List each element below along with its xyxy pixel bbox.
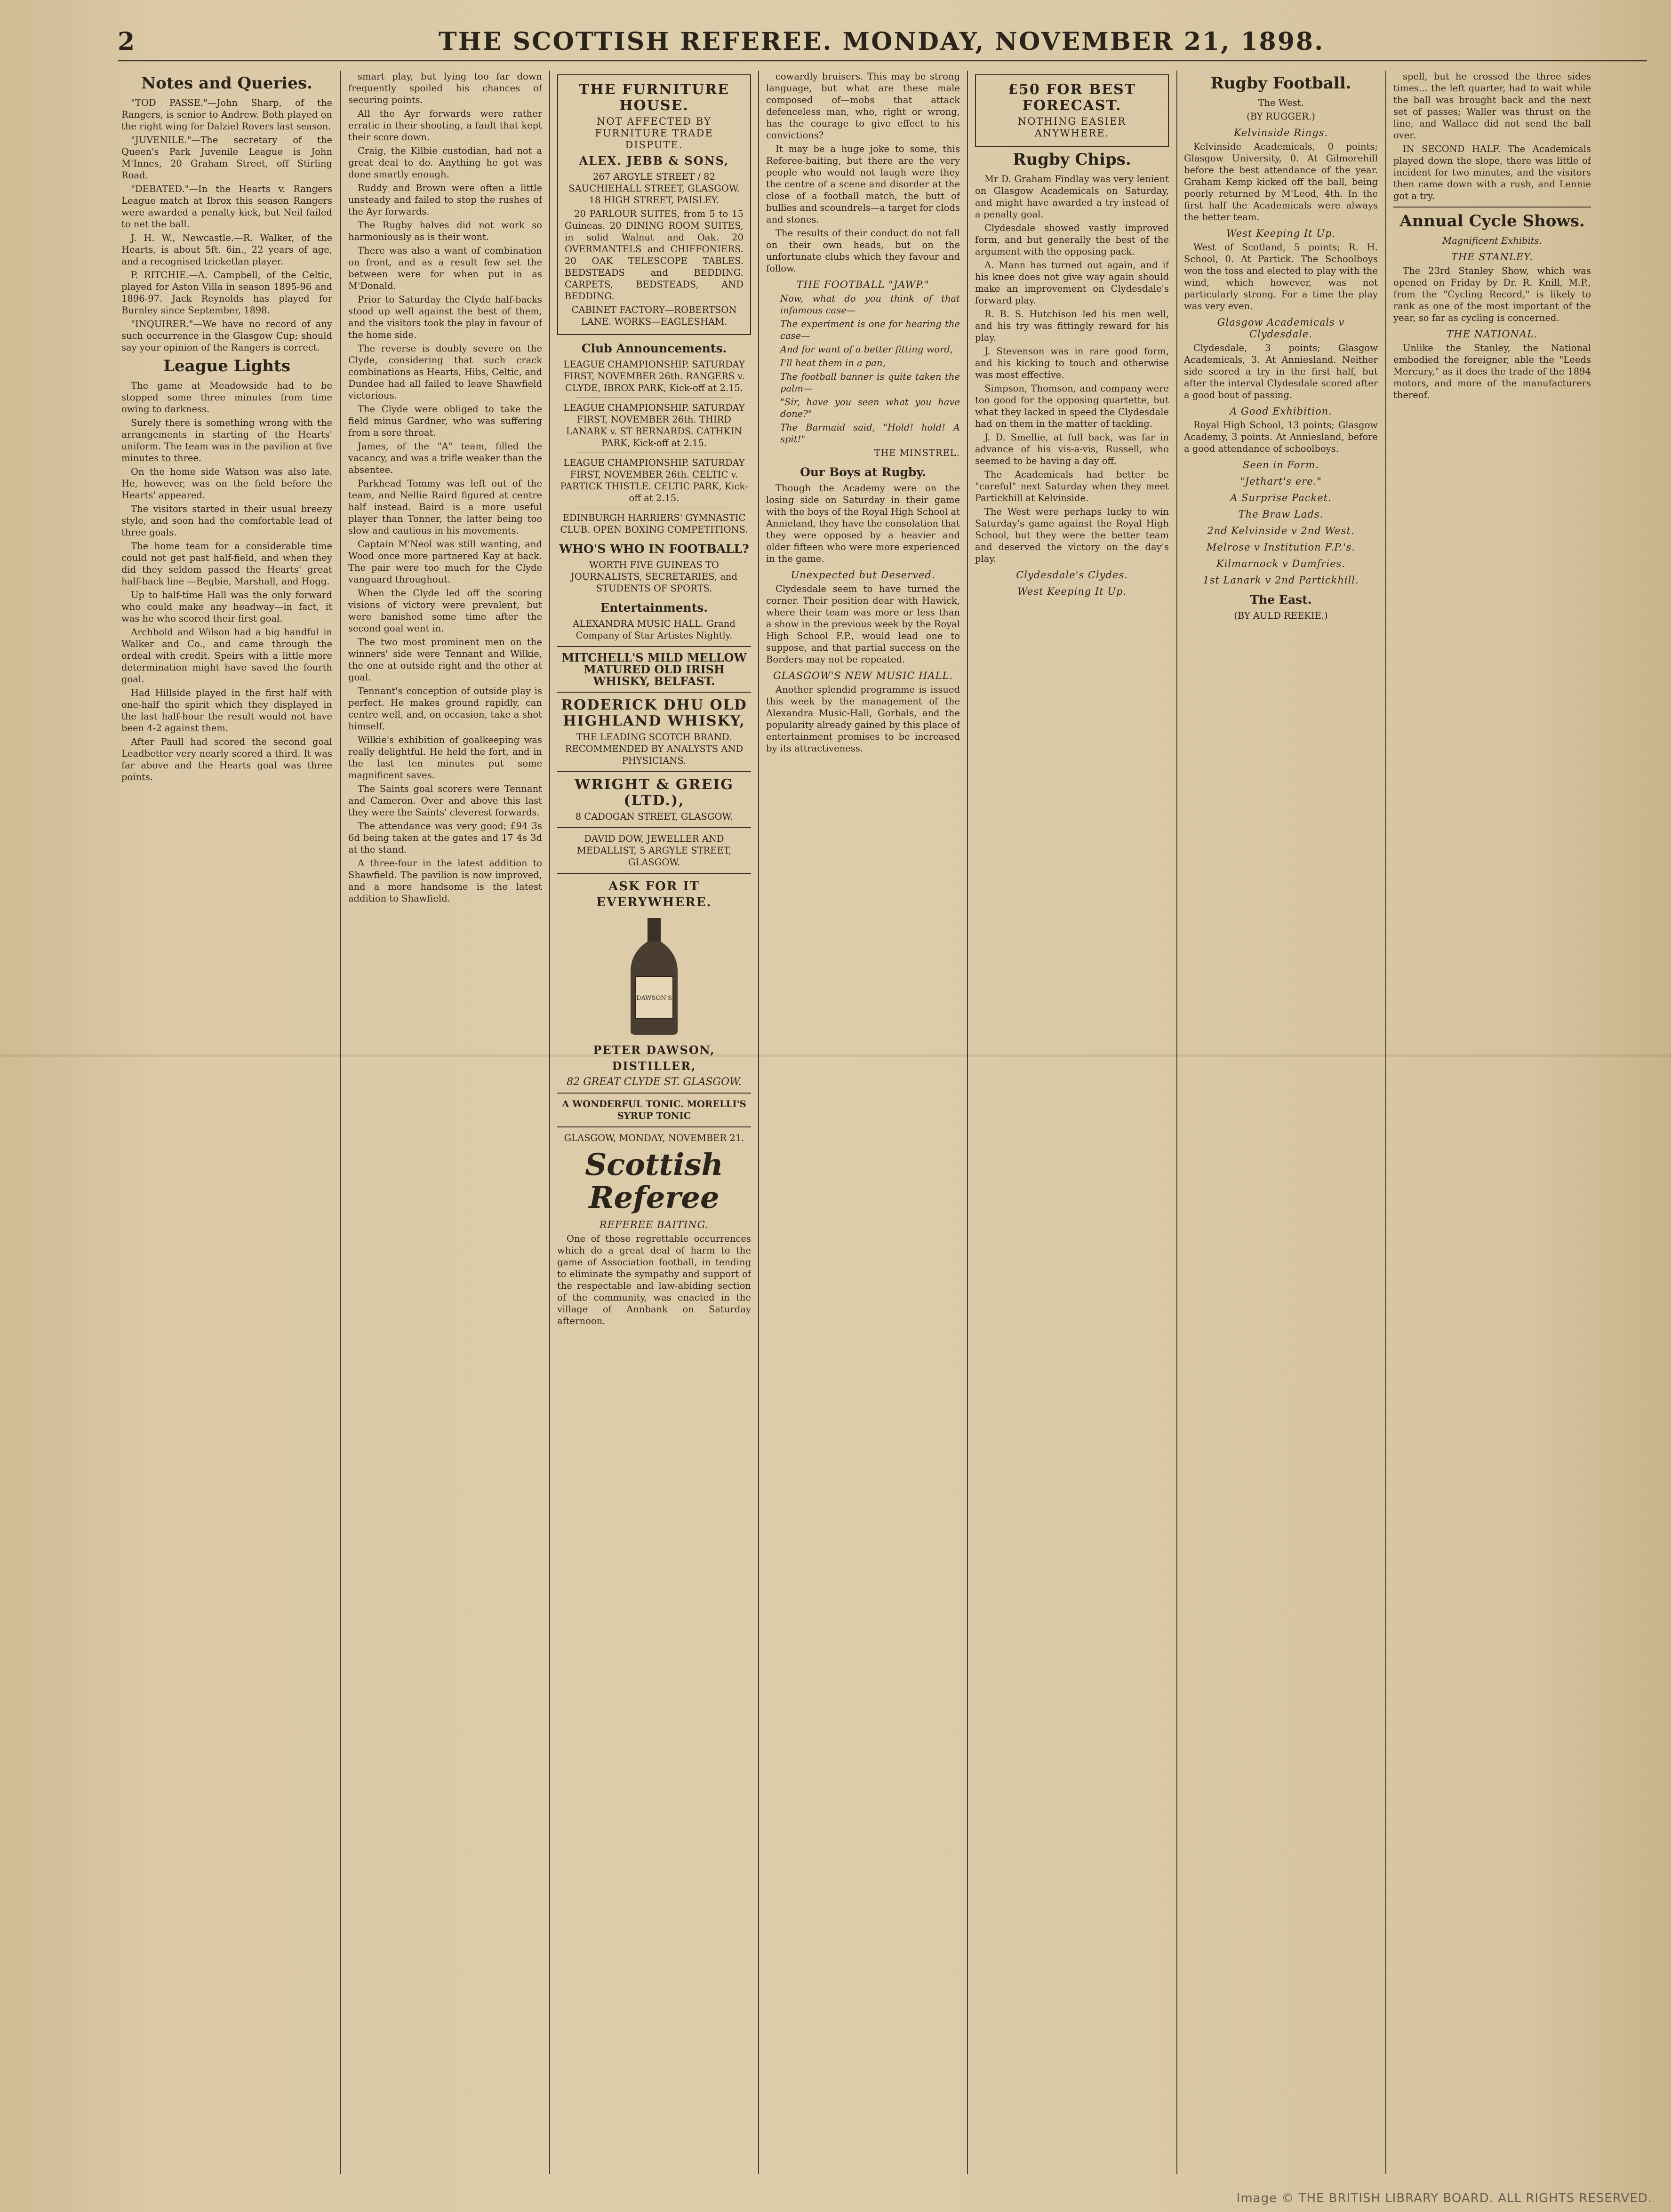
entertainments-body: ALEXANDRA MUSIC HALL. Grand Company of Star Artistes Nightly.: [573, 618, 736, 641]
club-item: LEAGUE CHAMPIONSHIP. SATURDAY FIRST, NOVEMBER 26th. CELTIC v. PARTICK THISTLE. CELTIC PARK, Kick-off at 2.15.: [560, 457, 748, 503]
dateline: GLASGOW, MONDAY, NOVEMBER 21.: [564, 1133, 744, 1143]
exhibition-heading: A Good Exhibition.: [1230, 406, 1332, 417]
melrose-heading: Melrose v Institution F.P.'s.: [1206, 542, 1356, 553]
paragraph: The West were perhaps lucky to win Saturday's game against the Royal High School, but they were the better team and deserved the victory on the day's play.: [975, 506, 1169, 564]
league-item: After Paull had scored the second goal Leadbetter very nearly scored a third. It was far above and the Hearts goal was three points.: [121, 736, 332, 783]
paragraph: cowardly bruisers. This may be strong language, but what are these male composed of—mobs that attack defenceless man, who, right or wrong, has the courage to give effect to his convictions?: [766, 71, 960, 141]
forecast-subtitle: NOTHING EASIER ANYWHERE.: [1017, 116, 1127, 139]
paragraph: Simpson, Thomson, and company were too good for the opposing quartette, but what they lacked in speed the Clydesdale had on them in the matter of tackling.: [975, 383, 1169, 429]
ask-for-it: ASK FOR IT EVERYWHERE.: [596, 879, 712, 910]
entertainments-heading: Entertainments.: [600, 601, 708, 615]
club-item: LEAGUE CHAMPIONSHIP. SATURDAY FIRST, NOVEMBER 26th. THIRD LANARK v. ST BERNARDS. CATHKIN PARK, Kick-off at 2.15.: [563, 402, 745, 448]
column-7: [1393, 71, 1591, 2179]
east-heading: The East.: [1250, 593, 1312, 607]
paragraph: Clydesdale, 3 points; Glasgow Academicals, 3. At Anniesland. Neither side scored a try in the first half, but after the interval Clydesdale scored after a good bout of passing.: [1184, 343, 1378, 400]
jebb-name: ALEX. JEBB & SONS,: [579, 154, 729, 168]
note-item: J. H. W., Newcastle.—R. Walker, of the Hearts, is about 5ft. 6in., 22 years of age, and a recognised tricketlan player.: [121, 232, 332, 267]
notes-heading: Notes and Queries.: [141, 74, 312, 93]
note-item: P. RITCHIE.—A. Campbell, of the Celtic, played for Aston Villa in season 1895-96 and 1896-97. Jack Reynolds has played for Burnley since September, 1898.: [121, 270, 332, 316]
paragraph: R. B. S. Hutchison led his men well, and his try was fittingly reward for his play.: [975, 309, 1169, 343]
paragraph: Royal High School, 13 points; Glasgow Academy, 3 points. At Anniesland, before a good attendance of schoolboys.: [1184, 420, 1378, 454]
paragraph: The reverse is doubly severe on the Clyde, considering that such crack combinations as Hearts, Hibs, Celtic, and Dundee had all failed to leave Shawfield victorious.: [348, 343, 542, 401]
stanley-heading: THE STANLEY.: [1451, 251, 1534, 263]
clydes-heading: Clydesdale's Clydes.: [1016, 569, 1128, 581]
jebb-cabinet: CABINET FACTORY—ROBERTSON LANE. WORKS—EAGLESHAM.: [571, 304, 737, 327]
furniture-title: THE FURNITURE HOUSE.: [578, 81, 730, 114]
league-item: The game at Meadowside had to be stopped some three minutes from time owing to darkness.: [121, 380, 332, 415]
paragraph: A three-four in the latest addition to Shawfield. The pavilion is now improved, and a more handsome is the latest addition to Shawfield.: [348, 858, 542, 904]
league-item: On the home side Watson was also late. He, however, was on the field before the Hearts' appeared.: [121, 466, 332, 501]
peter-dawson-address: 82 GREAT CLYDE ST. GLASGOW.: [567, 1076, 742, 1088]
braw-heading: The Braw Lads.: [1238, 509, 1324, 520]
league-item: The visitors started in their usual breezy style, and soon had the comfortable lead of three goals.: [121, 503, 332, 538]
whos-body: WORTH FIVE GUINEAS TO JOURNALISTS, SECRETARIES, and STUDENTS OF SPORTS.: [571, 559, 737, 594]
jethart-heading: "Jethart's ere.": [1240, 476, 1322, 487]
bottle-label: DAWSON'S: [636, 995, 672, 1002]
note-item: "INQUIRER."—We have no record of any such occurrence in the Glasgow Cup; should say your opinion of the Rangers is correct.: [121, 319, 332, 353]
league-item: Up to half-time Hall was the only forward who could make any headway—in fact, it was he who scored their first goal.: [121, 590, 332, 624]
club-item: LEAGUE CHAMPIONSHIP. SATURDAY FIRST, NOVEMBER 26th. RANGERS v. CLYDE, IBROX PARK, Kick-off at 2.15.: [563, 359, 745, 393]
scottish-referee-logo: Scottish Referee: [585, 1147, 723, 1215]
paragraph: The 23rd Stanley Show, which was opened on Friday by Dr. R. Knill, M.P., from the "Cycling Record," is likely to rank as one of the most important of the year, so far as cycling is concerned.: [1393, 265, 1591, 323]
paragraph: Mr D. Graham Findlay was very lenient on Glasgow Academicals on Saturday, and might have awarded a try instead of a penalty goal.: [975, 174, 1169, 220]
peter-dawson: PETER DAWSON, DISTILLER,: [593, 1043, 715, 1073]
david-dow-ad: DAVID DOW, JEWELLER AND MEDALLIST, 5 ARGYLE STREET, GLASGOW.: [576, 833, 732, 868]
paragraph: The Clyde were obliged to take the field minus Gardner, who was suffering from a sore throat.: [348, 404, 542, 438]
poem-line: Now, what do you think of that infamous case—: [780, 293, 960, 316]
paragraph: IN SECOND HALF. The Academicals played down the slope, there was little of incident for two minutes, and the visitors then came down with a rush, and Lennie got a try.: [1393, 144, 1591, 201]
jebb-address: 267 ARGYLE STREET / 82 SAUCHIEHALL STREET, GLASGOW. 18 HIGH STREET, PAISLEY.: [568, 171, 740, 206]
jawp-heading: THE FOOTBALL "JAWP.": [796, 279, 930, 290]
boys-body: Though the Academy were on the losing side on Saturday in their game with the boys of the Royal High School at Annieland, they have the consolation that they were opposed by a heavier and older fifteen who were more experienced in the game.: [766, 483, 960, 564]
masthead: [118, 27, 1647, 62]
gaa-heading: Glasgow Academicals v Clydesdale.: [1217, 317, 1345, 340]
paragraph: The Saints goal scorers were Tennant and Cameron. Over and above this last they were the Saints' cleverest forwards.: [348, 783, 542, 818]
furniture-ad: [557, 74, 751, 335]
note-item: "JUVENILE."—The secretary of the Queen's Park Juvenile League is John M'Innes, 20 Graham Street, off Stirling Road.: [121, 135, 332, 181]
paragraph: J. Stevenson was in rare good form, and his kicking to touch and otherwise was most effective.: [975, 346, 1169, 380]
paragraph: Kelvinside Academicals, 0 points; Glasgow University, 0. At Gilmorehill before the best attendance of the year. Graham Kemp kicked off the ball, being poorly returned by M'Leod, 4th. In the first half the Academicals were always the better team.: [1184, 141, 1378, 223]
byline: (BY RUGGER.): [1247, 111, 1315, 122]
paragraph: Clydesdale showed vastly improved form, and but generally the best of the argument with the opposing pack.: [975, 223, 1169, 257]
wright-ad: WRIGHT & GREIG (LTD.),: [575, 776, 734, 809]
furniture-subtitle: NOT AFFECTED BY FURNITURE TRADE DISPUTE.: [595, 116, 713, 151]
unexpected-body: Clydesdale seem to have turned the corner. Their position dear with Hawick, where their team was more or less than a show in the previous week by the Royal High School F.P., would lead one to suppose, and that partial success on the Borders may not be repeated.: [766, 583, 960, 665]
paragraph: When the Clyde led off the scoring visions of victory were prevalent, but were banished some time after the second goal went in.: [348, 588, 542, 634]
paragraph: The two most prominent men on the winners' side were Tennant and Wilkie, the one at outside right and the other at goal.: [348, 637, 542, 683]
roderick-ad: RODERICK DHU OLD HIGHLAND WHISKY,: [561, 697, 747, 729]
paragraph: The attendance was very good; £94 3s 6d being taken at the gates and 17 4s 3d at the stand.: [348, 821, 542, 855]
paragraph: The Academicals had better be "careful" next Saturday when they meet Partickhill at Kelvinside.: [975, 469, 1169, 503]
club-heading: Club Announcements.: [581, 342, 727, 355]
poem-line: The experiment is one for hearing the case—: [780, 319, 960, 341]
west-heading: West Keeping It Up.: [1226, 228, 1336, 239]
national-heading: THE NATIONAL.: [1447, 328, 1538, 340]
paragraph: The Rugby halves did not work so harmoniously as is their wont.: [348, 220, 542, 242]
byline: (BY AULD REEKIE.): [1234, 610, 1328, 621]
poem-line: "Sir, have you seen what you have done?": [780, 397, 960, 419]
column-3: [557, 71, 751, 2179]
page-number: 2: [118, 27, 135, 56]
column-rule: [758, 71, 759, 2174]
column-6: [1184, 71, 1378, 2179]
poem-line: I'll heat them in a pan,: [780, 358, 886, 368]
paragraph: spell, but he crossed the three sides times... the left quarter, had to wait while the ball was brought back and the next set of passes; Waller was thrust on the line, and Wallace did not send the ball over.: [1393, 71, 1591, 141]
paragraph: Craig, the Kilbie custodian, had not a great deal to do. Anything he got was done smartly enough.: [348, 145, 542, 180]
whisky-bottle-illustration: [557, 915, 751, 1038]
league-heading: League Lights: [163, 357, 290, 375]
column-2: [348, 71, 542, 2179]
mitchell-ad: MITCHELL'S MILD MELLOW MATURED OLD IRISH WHISKY, BELFAST.: [561, 651, 747, 688]
poem-line: The football banner is quite taken the palm—: [780, 371, 960, 394]
league-item: The home team for a considerable time could not get past half-field, and when they did they seldom passed the Hearts' great half-back line —Begbie, Marshall, and Hogg.: [121, 541, 332, 587]
kelvin2-heading: 2nd Kelvinside v 2nd West.: [1207, 525, 1355, 536]
paragraph: Tennant's conception of outside play is perfect. He makes ground rapidly, can centre well, and, on occasion, take a shot himself.: [348, 686, 542, 732]
poem-line: The Barmaid said, "Hold! hold! A spit!": [780, 422, 960, 445]
annual-cycle-heading: Annual Cycle Shows.: [1399, 212, 1585, 231]
club-item: EDINBURGH HARRIERS' GYMNASTIC CLUB. OPEN BOXING COMPETITIONS.: [560, 512, 748, 535]
note-item: "TOD PASSE."—John Sharp, of the Rangers, is senior to Andrew. Both played on the right wing for Dalziel Rovers last season.: [121, 97, 332, 132]
paragraph: A. Mann has turned out again, and if his knee does not give way again should make an improvement on Clydesdale's forward play.: [975, 260, 1169, 306]
poem-signature: THE MINSTREL.: [874, 447, 960, 458]
music-hall-heading: GLASGOW'S NEW MUSIC HALL.: [773, 670, 953, 681]
paragraph: Wilkie's exhibition of goalkeeping was really delightful. He held the fort, and in the last ten minutes put some magnificent saves.: [348, 735, 542, 781]
paragraph: It may be a huge joke to some, this Referee-baiting, but there are the very people who would not laugh were they the centre of a scene and disorder at the close of a football match, the butt of bullies and scoundrels—a target for clods and stones.: [766, 144, 960, 225]
packet-heading: A Surprise Packet.: [1230, 492, 1332, 503]
unexpected-heading: Unexpected but Deserved.: [791, 569, 935, 581]
paragraph: There was also a want of combination on front, and as a result few set the between were for when put in as M'Donald.: [348, 245, 542, 291]
paragraph: James, of the "A" team, filled the vacancy, and was a trifle weaker than the absentee.: [348, 441, 542, 475]
masthead-title: THE SCOTTISH REFEREE. MONDAY, NOVEMBER 21, 1898.: [439, 27, 1325, 56]
kelvinside-heading: Kelvinside Rings.: [1233, 127, 1328, 138]
magnificent-subtitle: Magnificent Exhibits.: [1442, 235, 1542, 246]
poem-line: And for want of a better fitting word,: [780, 344, 953, 355]
kilmarnock-heading: Kilmarnock v Dumfries.: [1216, 558, 1346, 569]
paragraph: West of Scotland, 5 points; R. H. School, 0. At Partick. The Schoolboys won the toss and elected to play with the wind, which however, was not particularly strong. For a time the play was very even.: [1184, 242, 1378, 311]
baiting-body: One of those regrettable occurrences which do a great deal of harm to the game of Association football, in tending to eliminate the sympathy and support of the respectable and law-abiding section of the community, was enacted in the village of Annbank on Saturday afternoon.: [557, 1233, 751, 1326]
paragraph: The results of their conduct do not fall on their own heads, but on the unfortunate clubs which they favour and follow.: [766, 228, 960, 274]
column-rule: [1385, 71, 1386, 2174]
column-4: [766, 71, 960, 2179]
music-hall-body: Another splendid programme is issued this week by the management of the Alexandra Music-Hall, Gorbals, and the popularity already gained by this place of entertainment promises to be increased by its attractiveness.: [766, 684, 960, 754]
paragraph: Unlike the Stanley, the National embodied the foreigner, able the "Leeds Mercury," as it does the trade of the 1894 motors, and more of the manufacturers thereof.: [1393, 343, 1591, 400]
roderick-sub: THE LEADING SCOTCH BRAND. RECOMMENDED BY ANALYSTS AND PHYSICIANS.: [565, 732, 744, 766]
column-rule: [549, 71, 550, 2174]
column-1: [121, 71, 332, 2179]
forecast-box: [975, 74, 1169, 147]
league-item: Had Hillside played in the first half with one-half the spirit which they displayed in the last half-hour the result would not have been 4-2 against them.: [121, 687, 332, 734]
jebb-body: 20 PARLOUR SUITES, from 5 to 15 Guineas. 20 DINING ROOM SUITES, in solid Walnut and Oak. 20 OVERMANTELS and CHIFFONIERS. 20 OAK TELESCOPE TABLES. BEDSTEADS and BEDDING. CARPETS, BEDSTEADS, AND BEDDING.: [565, 208, 744, 302]
bottle-icon: [616, 915, 692, 1038]
paragraph: smart play, but lying too far down frequently spoiled his chances of securing points.: [348, 71, 542, 105]
paragraph: J. D. Smellie, at full back, was far in advance of his vis-a-vis, Russell, who seemed to be having a day off.: [975, 432, 1169, 466]
paragraph: Captain M'Neol was still wanting, and Wood once more partnered Kay at back. The pair were too much for the Clyde vanguard throughout.: [348, 539, 542, 585]
copyright-watermark: Image © THE BRITISH LIBRARY BOARD. ALL RIGHTS RESERVED.: [1236, 2191, 1652, 2205]
west-keeping-heading: West Keeping It Up.: [1017, 586, 1127, 597]
form-heading: Seen in Form.: [1242, 459, 1319, 471]
lanark-heading: 1st Lanark v 2nd Partickhill.: [1203, 575, 1359, 586]
west-subtitle: The West.: [1258, 97, 1304, 108]
rugby-chips-heading: Rugby Chips.: [1013, 150, 1131, 169]
paragraph: Parkhead Tommy was left out of the team, and Nellie Raird figured at centre half instead. Baird is a more useful player than Tonner, the latter being too slow and cautious in his movements.: [348, 478, 542, 536]
paragraph: Prior to Saturday the Clyde half-backs stood up well against the best of them, and the visitors took the play in favour of the home side.: [348, 294, 542, 340]
boys-heading: Our Boys at Rugby.: [800, 465, 926, 479]
column-rule: [967, 71, 968, 2174]
wright-address: 8 CADOGAN STREET, GLASGOW.: [575, 811, 733, 822]
forecast-title: £50 FOR BEST FORECAST.: [1007, 81, 1136, 114]
baiting-heading: REFEREE BAITING.: [599, 1219, 709, 1230]
rugby-football-heading: Rugby Football.: [1210, 74, 1351, 93]
whos-heading: WHO'S WHO IN FOOTBALL?: [559, 542, 749, 556]
note-item: "DEBATED."—In the Hearts v. Rangers League match at Ibrox this season Rangers were awarded a penalty kick, but Neil failed to net the ball.: [121, 184, 332, 230]
league-item: Surely there is something wrong with the arrangements in starting of the Hearts' uniform. The team was in the pavilion at five minutes to three.: [121, 417, 332, 463]
column-5: [975, 71, 1169, 2179]
morelli-ad: A WONDERFUL TONIC. MORELLI'S SYRUP TONIC: [562, 1099, 746, 1121]
league-item: Archbold and Wilson had a big handful in Walker and Co., and came through the ordeal with credit. Speirs with a little more determination might have saved the fourth goal.: [121, 627, 332, 685]
column-rule: [340, 71, 341, 2174]
column-rule: [1176, 71, 1177, 2174]
paragraph: Ruddy and Brown were often a little unsteady and failed to stop the rushes of the Ayr forwards.: [348, 183, 542, 217]
paragraph: All the Ayr forwards were rather erratic in their shooting, a fault that kept their score down.: [348, 108, 542, 143]
